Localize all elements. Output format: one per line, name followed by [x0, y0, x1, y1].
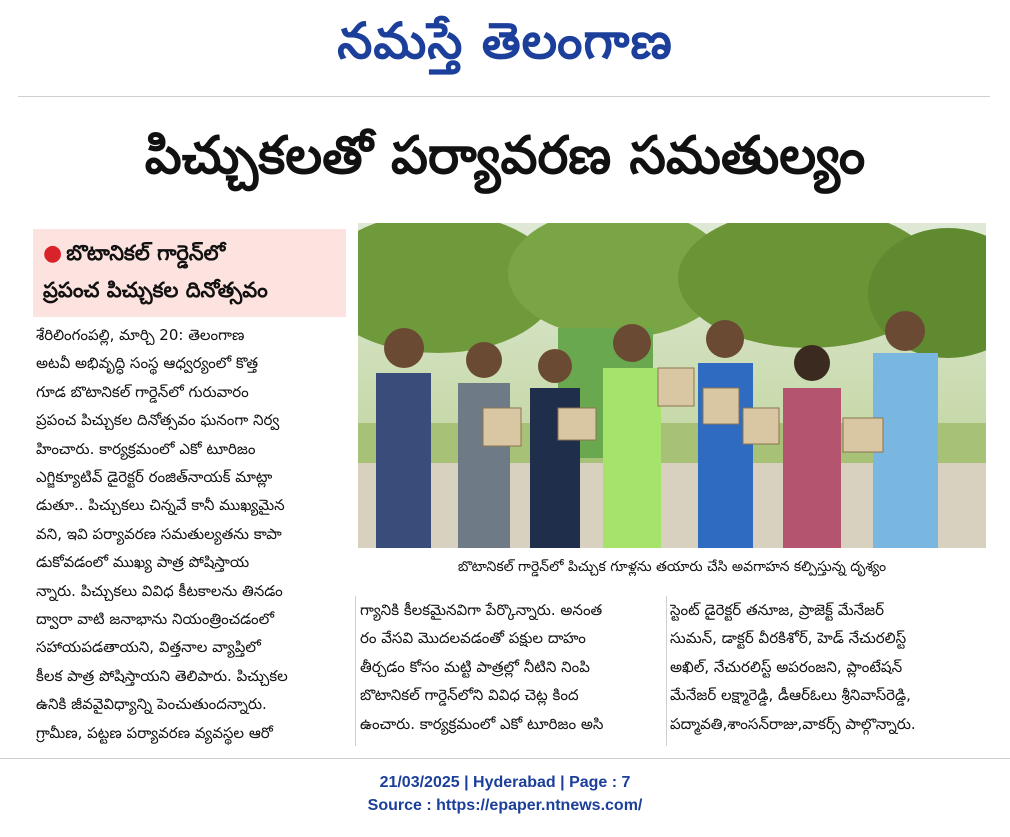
subhead-box — [33, 229, 346, 317]
footer-dateline: 21/03/2025 | Hyderabad | Page : 7 — [379, 774, 631, 791]
body-line: గ్యానికి కీలకమైనవిగా పేర్కొన్నారు. అనంత — [360, 601, 603, 619]
body-line: పద్మావతి,శాంసన్‌రాజు,వాకర్స్ పాల్గొన్నారు. — [670, 714, 916, 733]
body-line: హించారు. కార్యక్రమంలో ఎకో టూరిజం — [36, 439, 256, 458]
body-line: అఖిల్, నేచురలిస్ట్ అపరంజని, ప్లాంటేషన్ — [670, 657, 903, 676]
bottom-divider — [0, 758, 1010, 759]
top-divider — [18, 96, 990, 97]
body-line: డుతూ.. పిచ్చుకలు చిన్నవే కానీ ముఖ్యమైన — [36, 496, 285, 515]
subhead-line-1-text: బొటానికల్ గార్డెన్‌లో — [66, 241, 226, 265]
body-line: న్నారు. పిచ్చుకలు వివిధ కీటకాలను తినడం — [36, 581, 283, 600]
body-line: ఎగ్జిక్యూటివ్ డైరెక్టర్ రంజిత్‌నాయక్ మాట్లా — [36, 468, 273, 487]
body-line: ప్రపంచ పిచ్చుకల దినోత్సవం ఘనంగా నిర్వ — [36, 411, 280, 430]
body-line: తీర్చడం కోసం మట్టి పాత్రల్లో నీటిని నింపి — [360, 657, 590, 676]
body-line: ఉనికి జీవవైవిధ్యాన్ని పెంచుతుందన్నారు. — [36, 695, 267, 714]
body-line: అటవీ అభివృద్ధి సంస్థ ఆధ్వర్యంలో కొత్త — [36, 354, 259, 373]
subhead-line-1 — [43, 235, 336, 272]
body-line: బొటానికల్ గార్డెన్‌లోని వివిధ చెట్ల కింద — [360, 686, 579, 705]
body-line: డుకోవడంలో ముఖ్య పాత్ర పోషిస్తాయ — [36, 553, 250, 572]
body-line: కీలక పాత్ర పోషిస్తాయని తెలిపారు. పిచ్చుకల — [36, 666, 288, 685]
photo-illustration — [358, 223, 986, 548]
body-line: ద్వారా వాటి జనాభాను నియంత్రించడంలో — [36, 610, 275, 629]
body-line: స్టెంట్ డైరెక్టర్ తనూజ, ప్రాజెక్ట్ మేనేజర్ — [670, 601, 884, 619]
article-column-left — [36, 321, 354, 747]
body-line: శేరిలింగంపల్లి, మార్చి 20: తెలంగాణ — [36, 326, 245, 344]
column-divider — [355, 596, 356, 746]
event-photo — [358, 223, 986, 548]
article-column-middle — [360, 596, 670, 738]
masthead-logo: నమస్తే తెలంగాణ — [337, 12, 673, 70]
body-line: గ్రామీణ, పట్టణ పర్యావరణ వ్యవస్థల ఆరో — [36, 723, 273, 742]
article-column-right — [670, 596, 988, 738]
body-line: సహాయపడతాయని, విత్తనాల వ్యాప్తిలో — [36, 638, 261, 657]
body-line: ఉంచారు. కార్యక్రమంలో ఎకో టూరిజం అసి — [360, 714, 604, 733]
footer-source-link[interactable]: Source : https://epaper.ntnews.com/ — [367, 797, 643, 814]
headline: పిచ్చుకలతో పర్యావరణ సమతుల్యం — [144, 126, 866, 186]
body-line: మేనేజర్ లక్ష్మారెడ్డి, డీఆర్‌ఓలు శ్రీనివాస్‌రెడ్డి, — [670, 686, 911, 705]
body-line: సుమన్, డాక్టర్ వీరకిశోర్, హెడ్ నేచురలిస్ట్ — [670, 629, 907, 648]
body-line: గూడ బొటానికల్ గార్డెన్‌లో గురువారం — [36, 382, 249, 401]
subhead-line-2: ప్రపంచ పిచ్చుకల దినోత్సవం — [43, 278, 268, 302]
body-line: రం వేసవి మొదలవడంతో పక్షుల దాహం — [360, 629, 586, 648]
photo-caption: బొటానికల్ గార్డెన్‌లో పిచ్చుక గూళ్లను తయారు చేసి అవగాహన కల్పిస్తున్న దృశ్యం — [358, 548, 986, 586]
bullet-icon: ● — [43, 241, 63, 266]
body-line: వని, ఇవి పర్యావరణ సమతుల్యతను కాపా — [36, 524, 282, 543]
